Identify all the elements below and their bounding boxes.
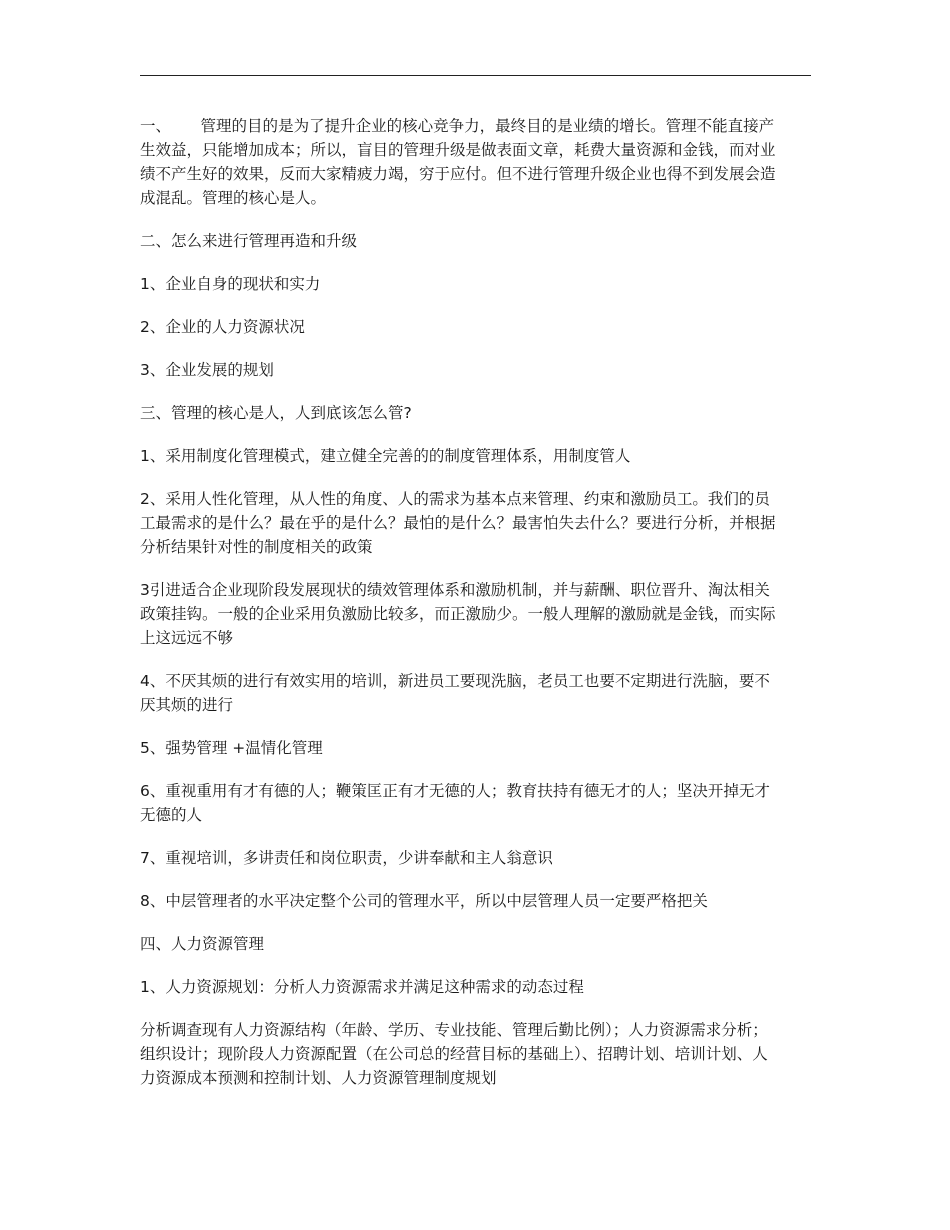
section-1-intro: 一、 管理的目的是为了提升企业的核心竞争力，最终目的是业绩的增长。管理不能直接产生效益，只能增加成本；所以，盲目的管理升级是做表面文章，耗费大量资源和金钱，而对业绩不产生好的效果，反而大家精疲力竭，穷于应付。但不进行管理升级企业也得不到发展会造成混乱。管理的核心是人。 (140, 117, 776, 207)
list-item: 3、企业发展的规划 (140, 361, 274, 379)
list-item: 7、重视培训，多讲责任和岗位职责，少讲奉献和主人翁意识 (140, 849, 553, 867)
list-item: 1、人力资源规划：分析人力资源需求并满足这种需求的动态过程 (140, 978, 584, 996)
list-item: 4、不厌其烦的进行有效实用的培训，新进员工要现洗脑，老员工也要不定期进行洗脑，要不厌其烦的进行 (140, 672, 770, 714)
section-4-heading: 四、人力资源管理 (140, 935, 265, 953)
section-3-heading: 三、管理的核心是人，人到底该怎么管? (140, 404, 412, 422)
list-item: 3引进适合企业现阶段发展现状的绩效管理体系和激励机制，并与薪酬、职位晋升、淘汰相关政策挂钩。一般的企业采用负激励比较多，而正激励少。一般人理解的激励就是金钱，而实际上这远远不够 (140, 581, 776, 647)
document-body (140, 114, 780, 1109)
body-paragraph: 分析调查现有人力资源结构（年龄、学历、专业技能、管理后勤比例）；人力资源需求分析；组织设计；现阶段人力资源配置（在公司总的经营目标的基础上）、招聘计划、培训计划、人力资源成本预测和控制计划、人力资源管理制度规划 (140, 1021, 768, 1087)
header-rule (140, 75, 811, 76)
list-item: 5、强势管理 +温情化管理 (140, 739, 323, 757)
list-item: 2、企业的人力资源状况 (140, 318, 305, 336)
list-item: 1、企业自身的现状和实力 (140, 275, 321, 293)
section-2-heading: 二、怎么来进行管理再造和升级 (140, 232, 358, 250)
list-item: 8、中层管理者的水平决定整个公司的管理水平，所以中层管理人员一定要严格把关 (140, 892, 708, 910)
list-item: 2、采用人性化管理，从人性的角度、人的需求为基本点来管理、约束和激励员工。我们的员工最需求的是什么？最在乎的是什么？最怕的是什么？最害怕失去什么？要进行分析，并根据分析结果针对性的制度相关的政策 (140, 490, 776, 556)
list-item: 1、采用制度化管理模式，建立健全完善的的制度管理体系，用制度管人 (140, 447, 631, 465)
list-item: 6、重视重用有才有德的人；鞭策匡正有才无德的人；教育扶持有德无才的人；坚决开掉无才无德的人 (140, 782, 770, 824)
